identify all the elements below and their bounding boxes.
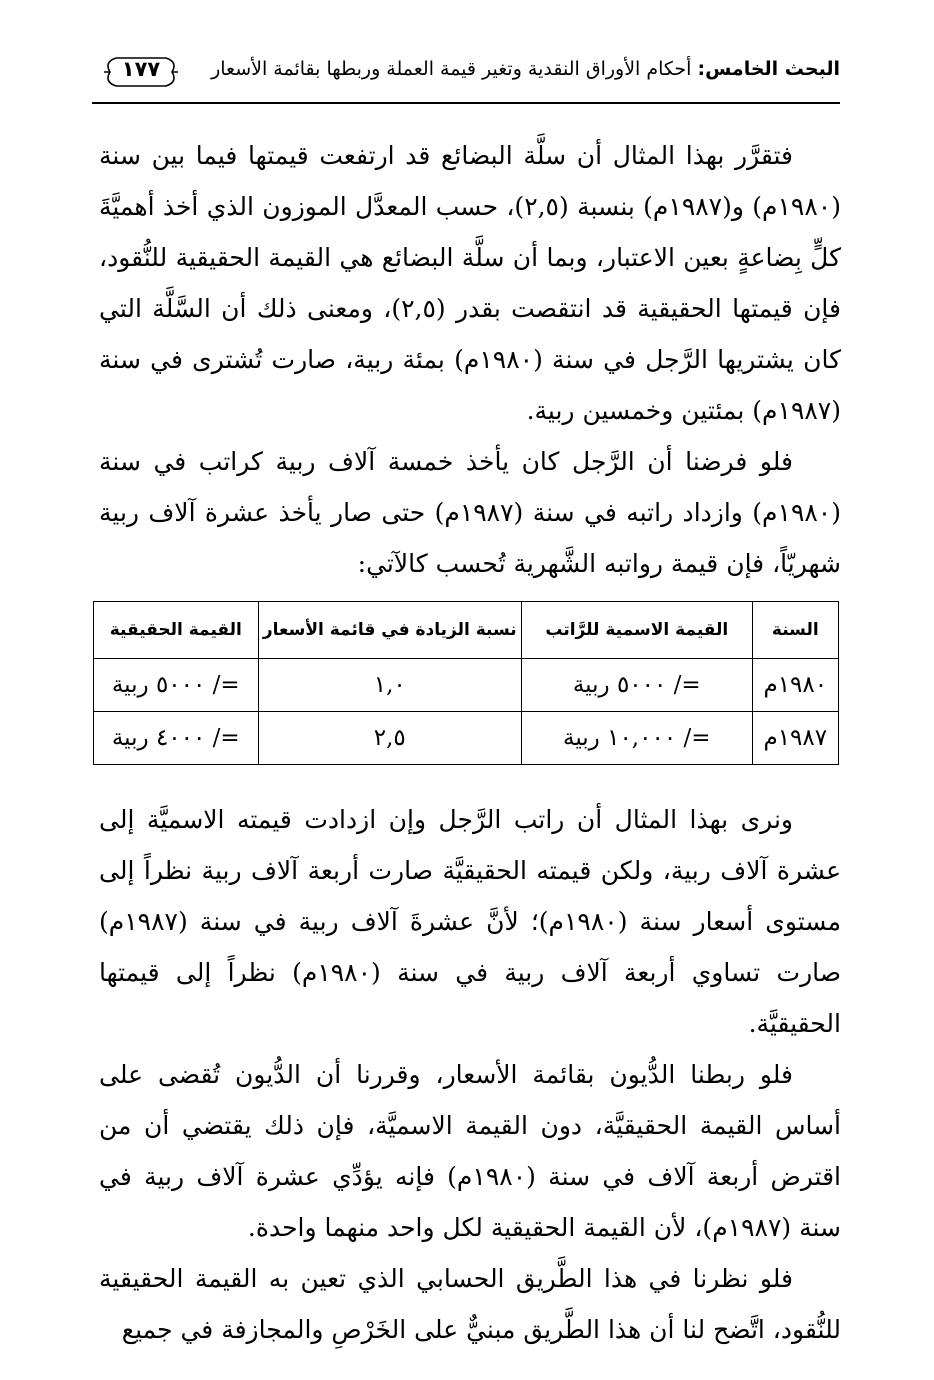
paragraph: ونرى بهذا المثال أن راتب الرَّجل وإن ازدادت قيمته الاسميَّة إلى عشرة آلاف ربية، ولكن قيمته الحقيقيَّة صارت أربعة آلاف ربية نظراً إلى مستوى أسعار سنة (١٩٨٠م)؛ لأنَّ عشرةَ آلاف ربية في سنة (١٩٨٧م) صارت تساوي أربعة آلاف ربية في سنة (١٩٨٠م) نظراً إلى قيمتها الحقيقيَّة. [99,805,841,1038]
section-label: البحث الخامس: [697,58,840,80]
cell-nominal: =/ ١٠,٠٠٠ ربية [521,712,752,765]
header-title-text: أحكام الأوراق النقدية وتغير قيمة العملة وربطها بقائمة الأسعار [211,58,692,80]
body-text-top [99,130,841,589]
header-title [211,58,840,80]
page-number: ١٧٧ [121,57,161,81]
table-row [94,659,839,712]
cell-rate: ١,٠ [258,659,521,712]
cell-real: =/ ٤٠٠٠ ربية [94,712,259,765]
table-row [94,712,839,765]
col-header-real: القيمة الحقيقية [94,602,259,659]
paragraph: فلو فرضنا أن الرَّجل كان يأخذ خمسة آلاف ربية كراتب في سنة (١٩٨٠م) وازداد راتبه في سنة (١٩٨٧م) حتى صار يأخذ عشرة آلاف ربية شهريّاً، فإن قيمة رواتبه الشَّهرية تُحسب كالآتي: [99,447,841,578]
cell-real: =/ ٥٠٠٠ ربية [94,659,259,712]
cell-year: ١٩٨٧م [752,712,838,765]
paragraph: فلو ربطنا الدُّيون بقائمة الأسعار، وقررنا أن الدُّيون تُقضى على أساس القيمة الحقيقيَّة، دون القيمة الاسميَّة، فإن ذلك يقتضي أن من اقترض أربعة آلاف في سنة (١٩٨٠م) فإنه يؤدِّي عشرة آلاف ربية في سنة (١٩٨٧م)، لأن القيمة الحقيقية لكل واحد منهما واحدة. [99,1060,841,1242]
body-text-bottom [99,794,841,1355]
col-header-nominal: القيمة الاسمية للرَّاتب [521,602,752,659]
table-header-row [94,602,839,659]
col-header-rate: نسبة الزيادة في قائمة الأسعار [258,602,521,659]
running-header [92,44,840,104]
page-number-badge [102,54,180,90]
paragraph: فلو نظرنا في هذا الطَّريق الحسابي الذي تعين به القيمة الحقيقية للنُّقود، اتَّضح لنا أن هذا الطَّريق مبنيٌّ على الخَرْصِ والمجازفة في جميع [99,1264,841,1344]
cell-rate: ٢,٥ [258,712,521,765]
cell-year: ١٩٨٠م [752,659,838,712]
cell-nominal: =/ ٥٠٠٠ ربية [521,659,752,712]
salary-table [93,601,839,765]
paragraph: فتقرَّر بهذا المثال أن سلَّة البضائع قد ارتفعت قيمتها فيما بين سنة (١٩٨٠م) و(١٩٨٧م) بنسبة (٢,٥)، حسب المعدَّل الموزون الذي أخذ أهميَّةَ كلٍّ بِضاعةٍ بعين الاعتبار، وبما أن سلَّة البضائع هي القيمة الحقيقية للنُّقود، فإن قيمتها الحقيقية قد انتقصت بقدر (٢,٥)، ومعنى ذلك أن السَّلَّة التي كان يشتريها الرَّجل في سنة (١٩٨٠م) بمئة ربية، صارت تُشترى في سنة (١٩٨٧م) بمئتين وخمسين ربية. [99,141,841,425]
col-header-year: السنة [752,602,838,659]
